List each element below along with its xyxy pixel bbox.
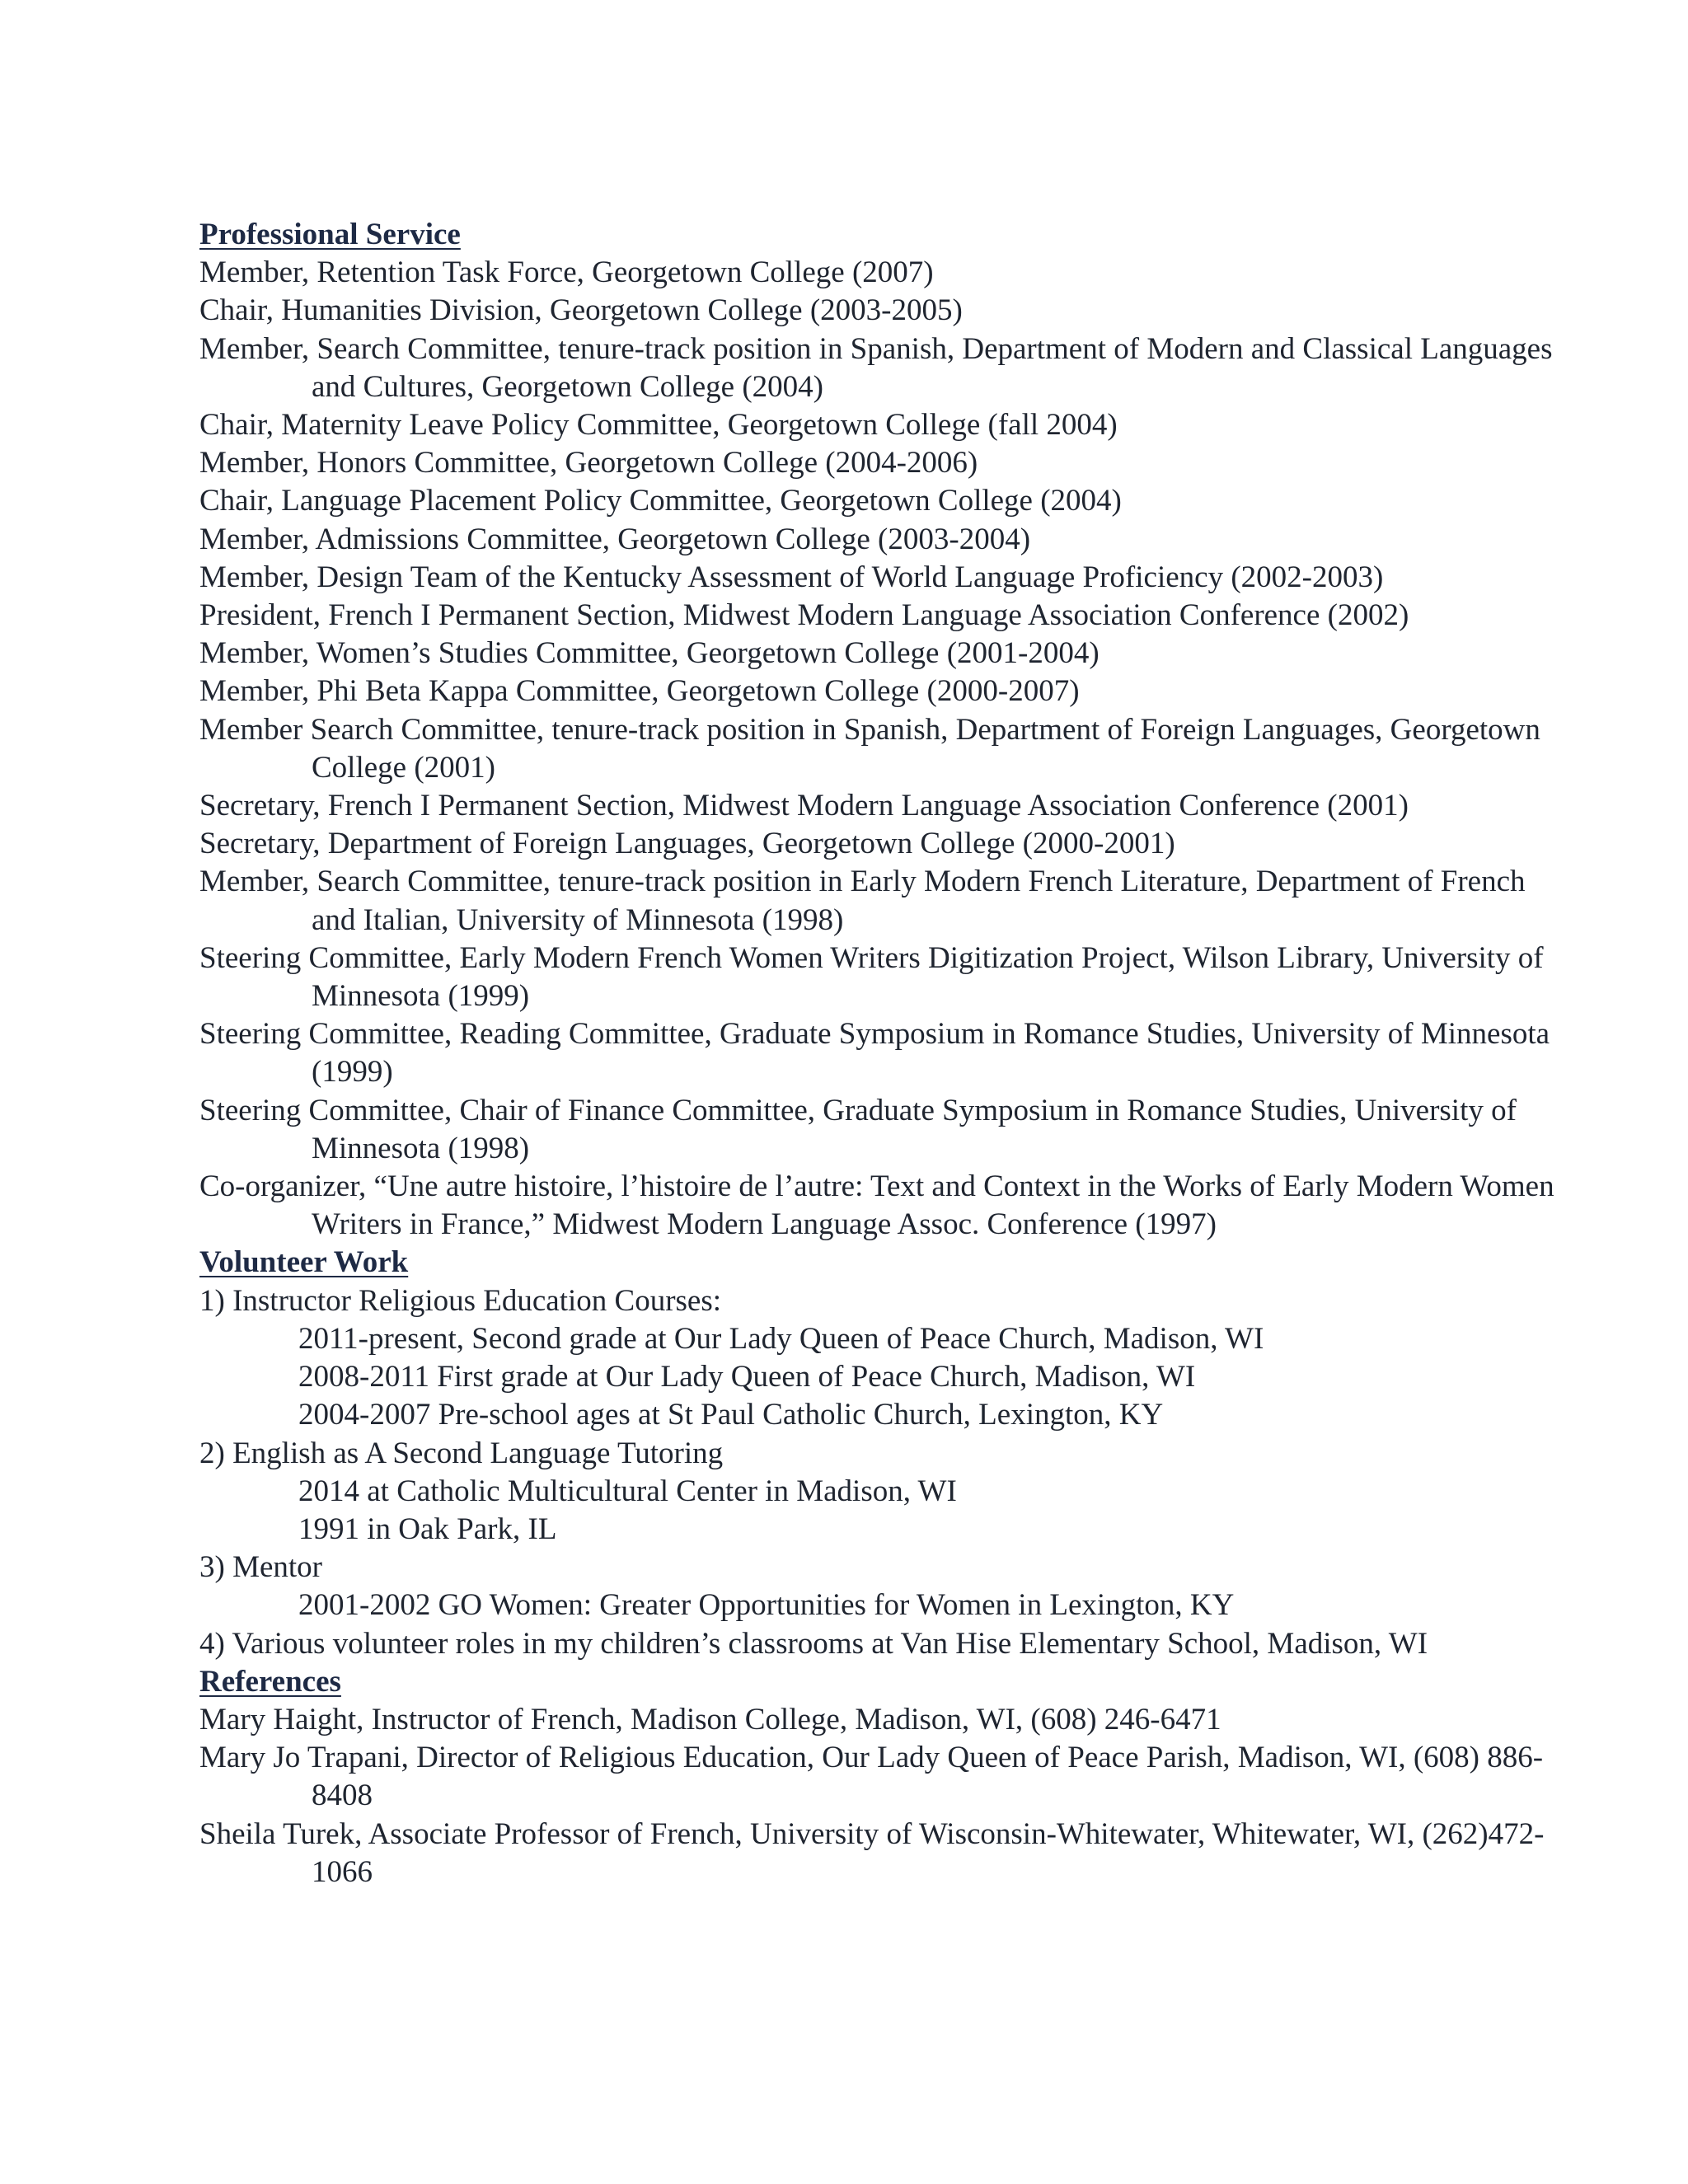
service-entry: Member, Search Committee, tenure-track position in Early Modern French Literature, Department of French and Italian, University of Minnesota (1998) xyxy=(199,865,1526,937)
volunteer-item-title: 1) Instructor Religious Education Courses: xyxy=(199,1283,722,1318)
volunteer-work-heading: Volunteer Work xyxy=(199,1245,409,1280)
document-page xyxy=(199,216,1559,1891)
service-entry: Member, Admissions Committee, Georgetown College (2003-2004) xyxy=(199,522,1031,556)
service-entry: Steering Committee, Early Modern French Women Writers Digitization Project, Wilson Library, University of Minnesota (1999) xyxy=(199,940,1544,1014)
reference-entry: Sheila Turek, Associate Professor of French, University of Wisconsin-Whitewater, Whitewater, WI, (262)472-1066 xyxy=(199,1816,1545,1889)
service-entry: Member, Design Team of the Kentucky Assessment of World Language Proficiency (2002-2003) xyxy=(199,560,1384,594)
service-entry: Co-organizer, “Une autre histoire, l’histoire de l’autre: Text and Context in the Works of Early Modern Women Writers in France,” Midwest Modern Language Assoc. Conference (1997) xyxy=(199,1169,1554,1242)
volunteer-work-section xyxy=(199,1244,1559,1662)
service-entry: Member, Women’s Studies Committee, Georgetown College (2001-2004) xyxy=(199,636,1100,671)
volunteer-item-detail: 2004-2007 Pre-school ages at St Paul Catholic Church, Lexington, KY xyxy=(298,1398,1164,1432)
volunteer-item-detail: 2011-present, Second grade at Our Lady Queen of Peace Church, Madison, WI xyxy=(298,1321,1264,1356)
service-entry: Steering Committee, Chair of Finance Committee, Graduate Symposium in Romance Studies, University of Minnesota (1998) xyxy=(199,1093,1517,1165)
service-entry: Secretary, French I Permanent Section, Midwest Modern Language Association Conference (2001) xyxy=(199,789,1409,823)
references-section xyxy=(199,1663,1559,1891)
professional-service-section xyxy=(199,216,1559,1244)
volunteer-item-title: 4) Various volunteer roles in my children’s classrooms at Van Hise Elementary School, Madison, WI xyxy=(199,1626,1428,1661)
professional-service-heading: Professional Service xyxy=(199,218,461,251)
volunteer-item-title: 2) English as A Second Language Tutoring xyxy=(199,1436,724,1470)
volunteer-item-detail: 1991 in Oak Park, IL xyxy=(298,1511,557,1546)
service-entry: Chair, Language Placement Policy Committee, Georgetown College (2004) xyxy=(199,484,1122,518)
service-entry: Member, Honors Committee, Georgetown College (2004-2006) xyxy=(199,446,978,480)
volunteer-item-detail: 2008-2011 First grade at Our Lady Queen of Peace Church, Madison, WI xyxy=(298,1360,1196,1394)
service-entry: Chair, Maternity Leave Policy Committee, Georgetown College (fall 2004) xyxy=(199,408,1118,443)
volunteer-item-detail: 2001-2002 GO Women: Greater Opportunities for Women in Lexington, KY xyxy=(298,1588,1235,1623)
reference-entry: Mary Haight, Instructor of French, Madison College, Madison, WI, (608) 246-6471 xyxy=(199,1702,1221,1736)
service-entry: Chair, Humanities Division, Georgetown College (2003-2005) xyxy=(199,293,963,328)
references-heading: References xyxy=(199,1664,341,1699)
service-entry: Member, Retention Task Force, Georgetown College (2007) xyxy=(199,255,934,290)
service-entry: Member, Search Committee, tenure-track position in Spanish, Department of Modern and Classical Languages and Cultures, Georgetown College (2004) xyxy=(199,331,1553,404)
volunteer-item-detail: 2014 at Catholic Multicultural Center in Madison, WI xyxy=(298,1474,957,1508)
service-entry: Member Search Committee, tenure-track position in Spanish, Department of Foreign Languages, Georgetown College (2001) xyxy=(199,712,1540,785)
service-entry: Secretary, Department of Foreign Languages, Georgetown College (2000-2001) xyxy=(199,827,1175,861)
volunteer-item-title: 3) Mentor xyxy=(199,1550,322,1585)
service-entry: Steering Committee, Reading Committee, Graduate Symposium in Romance Studies, University of Minnesota (1999) xyxy=(199,1017,1550,1090)
reference-entry: Mary Jo Trapani, Director of Religious Education, Our Lady Queen of Peace Parish, Madison, WI, (608) 886-8408 xyxy=(199,1741,1544,1813)
service-entry: Member, Phi Beta Kappa Committee, Georgetown College (2000-2007) xyxy=(199,674,1080,709)
service-entry: President, French I Permanent Section, Midwest Modern Language Association Conference (2002) xyxy=(199,598,1409,633)
